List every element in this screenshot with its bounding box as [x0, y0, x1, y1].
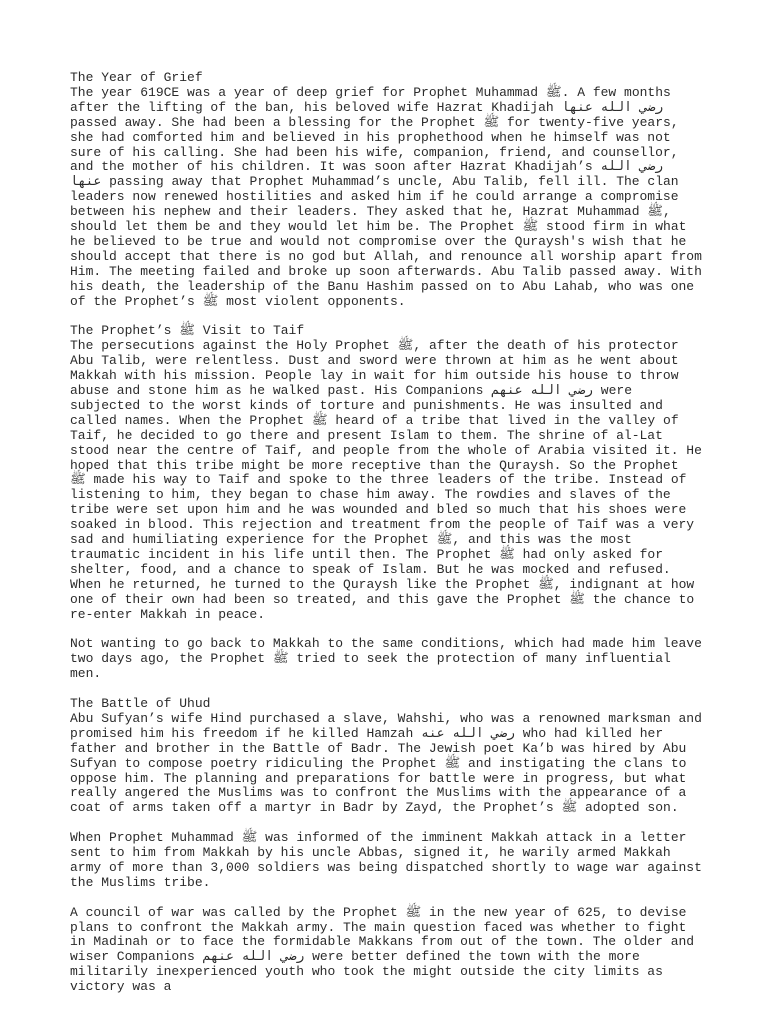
paragraph: The year 619CE was a year of deep grief for Prophet Muhammad ﷺ. A few months after the lifting of the ban, his beloved wife Hazrat Khadijah رضي الله عنها passed away. She had been a blessing for the Prophet ﷺ for twenty-five years, she had comforted him and believed in his prophethood when he himself was not sure of his calling. She had been his wife, companion, friend, and counsellor, and the mother of his children. It was soon after Hazrat Khadijah’s رضي الله عنها passing away that Prophet Muhammad’s uncle, Abu Talib, fell ill. The clan leaders now renewed hostilities and asked him if he could arrange a compromise between his nephew and their leaders. They asked that he, Hazrat Muhammad ﷺ, should let them be and they would let him be. The Prophet ﷺ stood firm in what he believed to be true and would not compromise over the Quraysh's wish that he should accept that there is no god but Allah, and renounce all worship apart from Him. The meeting failed and broke up soon afterwards. Abu Talib passed away. With his death, the leadership of the Banu Hashim passed on to Abu Lahab, who was one of the Prophet’s ﷺ most violent opponents. [70, 84, 710, 309]
paragraph: Not wanting to go back to Makkah to the same conditions, which had made him leave two days ago, the Prophet ﷺ tried to seek the protection of many influential men. [70, 636, 710, 682]
section-council-of-war [70, 906, 702, 995]
section-makkah-attack-letter [70, 830, 710, 891]
section-heading: The Prophet’s ﷺ Visit to Taif [70, 323, 305, 339]
section-year-of-grief [70, 70, 710, 310]
section-visit-to-taif [70, 323, 710, 622]
paragraph: A council of war was called by the Prophet ﷺ in the new year of 625, to devise plans to confront the Makkah army. The main question faced was whether to fight in Madinah or to face the formidable Makkans from out of the town. The older and wiser Companions رضي الله عنهم were better defined the town with the more militarily inexperienced youth who took the might outside the city limits as victory was a [70, 904, 702, 995]
section-heading: The Battle of Uhud [70, 696, 211, 712]
section-heading: The Year of Grief [70, 70, 203, 85]
paragraph: Abu Sufyan’s wife Hind purchased a slave, Wahshi, who was a renowned marksman and promised him his freedom if he killed Hamzah رضي الله عنه who had killed her father and brother in the Battle of Badr. The Jewish poet Ka’b was hired by Abu Sufyan to compose poetry ridiculing the Prophet ﷺ and instigating the clans to oppose him. The planning and preparations for battle were in progress, but what really angered the Muslims was to confront the Muslims with the appearance of a coat of arms taken off a martyr in Badr by Zayd, the Prophet’s ﷺ adopted son. [70, 710, 710, 816]
section-not-wanting [70, 636, 710, 682]
paragraph: The persecutions against the Holy Prophet ﷺ, after the death of his protector Abu Talib, were relentless. Dust and sword were thrown at him as he went about Makkah with his mission. People lay in wait for him outside his house to throw abuse and stone him as he walked past. His Companions رضي الله عنهم were subjected to the worst kinds of torture and punishments. He was insulted and called names. When the Prophet ﷺ heard of a tribe that lived in the valley of Taif, he decided to go there and present Islam to them. The shrine of al-Lat stood near the centre of Taif, and people from the whole of Arabia visited it. He hoped that this tribe might be more receptive than the Quraysh. So the Prophet ﷺ made his way to Taif and spoke to the three leaders of the tribe. Instead of listening to him, they began to chase him away. The rowdies and slaves of the tribe were set upon him and he was wounded and bled so much that his shoes were soaked in blood. This rejection and treatment from the people of Taif was a very sad and humiliating experience for the Prophet ﷺ, and this was the most traumatic incident in his life until then. The Prophet ﷺ had only asked for shelter, food, and a chance to speak of Islam. But he was mocked and refused. When he returned, he turned to the Quraysh like the Prophet ﷺ, indignant at how one of their own had been so treated, and this gave the Prophet ﷺ the chance to re-enter Makkah in peace. [70, 338, 710, 622]
section-battle-of-uhud [70, 696, 710, 816]
document-content [70, 70, 710, 995]
paragraph: When Prophet Muhammad ﷺ was informed of the imminent Makkah attack in a letter sent to him from Makkah by his uncle Abbas, signed it, he warily armed Makkah army of more than 3,000 soldiers was being dispatched shortly to wage war against the Muslims tribe. [70, 830, 710, 890]
